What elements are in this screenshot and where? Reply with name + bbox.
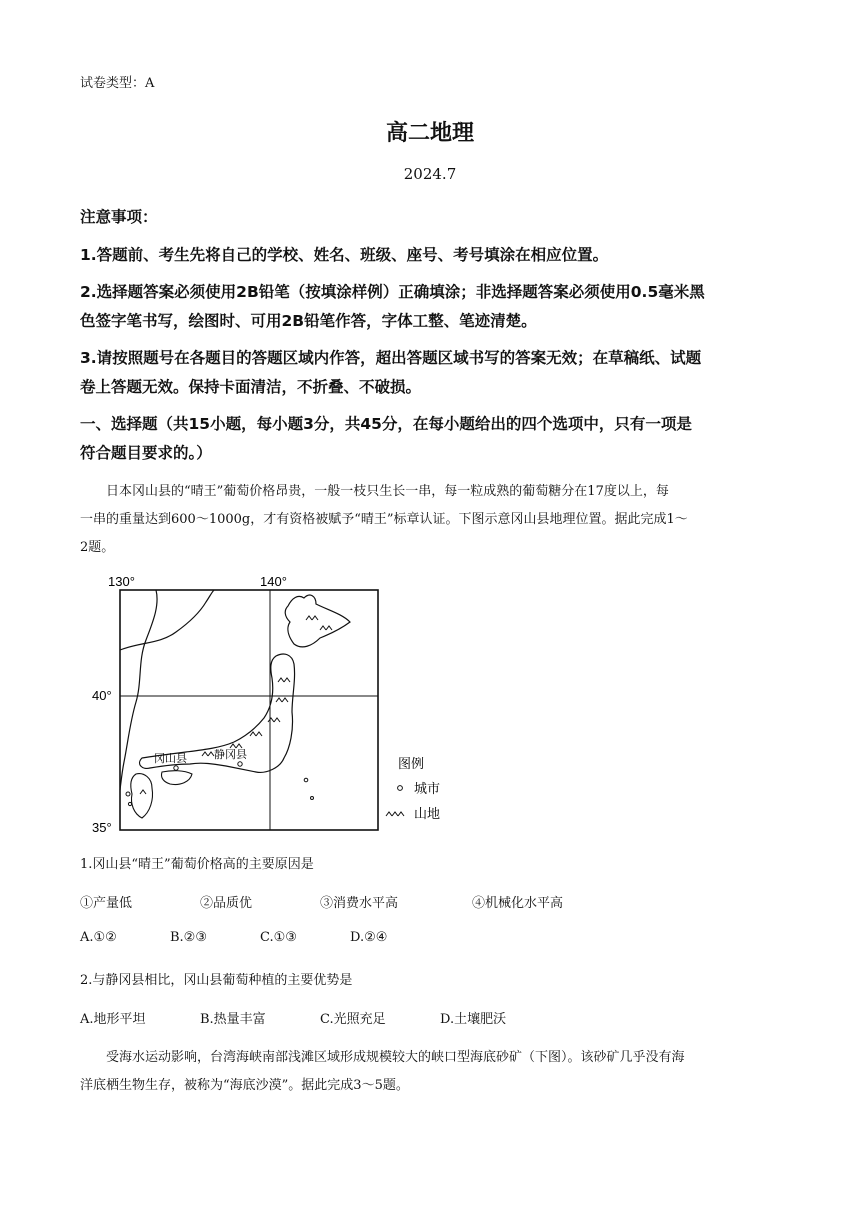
q1-option-d: D.②④ <box>350 930 388 945</box>
notice-item-2-line-2: 色签字笔书写，绘图时、可用2B铅笔作答，字体工整、笔迹清楚。 <box>80 312 537 330</box>
q1-statement-3: ③消费水平高 <box>320 896 399 911</box>
passage-1-line-2: 一串的重量达到600～1000g，才有资格被赋予“晴王”标章认证。下图示意冈山县地理位置。据此完成1～ <box>80 512 688 527</box>
lon-140-label: 140° <box>260 574 287 589</box>
notice-heading: 注意事项： <box>80 208 158 226</box>
mountain-mark <box>202 752 214 756</box>
section-heading-line-2: 符合题目要求的。） <box>80 444 212 462</box>
island-2 <box>128 802 131 805</box>
q2-option-b: B.热量丰富 <box>200 1012 266 1027</box>
passage-2-line-2: 洋底栖生物生存，被称为“海底沙漠”。据此完成3～5题。 <box>80 1078 409 1093</box>
city-okayama <box>174 766 178 770</box>
lon-130-label: 130° <box>108 574 135 589</box>
q1-option-c: C.①③ <box>260 930 297 945</box>
asia-coast-north <box>120 590 214 650</box>
page-title: 高二地理 <box>385 121 474 146</box>
q2-option-d: D.土壤肥沃 <box>440 1012 507 1027</box>
okayama-label: 冈山县 <box>154 752 187 765</box>
mountain-mark <box>278 678 290 682</box>
legend-city-symbol <box>398 786 403 791</box>
lat-35-label: 35° <box>92 820 112 835</box>
city-shizuoka <box>238 762 242 766</box>
q1-option-b: B.②③ <box>170 930 207 945</box>
legend-title: 图例 <box>398 757 425 772</box>
q1-statement-4: ④机械化水平高 <box>472 896 564 911</box>
island-3 <box>304 778 308 782</box>
paper-type: 试卷类型：A <box>80 76 155 91</box>
question-1-stem: 1.冈山县“晴王”葡萄价格高的主要原因是 <box>80 857 314 872</box>
shizuoka-label: 静冈县 <box>214 748 247 761</box>
q1-option-a: A.①② <box>80 930 117 945</box>
q1-statement-1: ①产量低 <box>80 896 133 911</box>
kyushu-outline <box>131 774 153 818</box>
q2-option-c: C.光照充足 <box>320 1012 386 1027</box>
notice-item-2-line-1: 2.选择题答案必须使用2B铅笔（按填涂样例）正确填涂；非选择题答案必须使用0.5毫米黑 <box>80 283 705 301</box>
passage-1-line-3: 2题。 <box>80 540 115 555</box>
q2-option-a: A.地形平坦 <box>80 1012 146 1027</box>
mountain-mark <box>250 732 262 736</box>
shikoku-outline <box>161 771 192 785</box>
asia-coast-korea <box>120 590 157 790</box>
legend-mountain-symbol <box>386 812 404 816</box>
passage-2-line-1: 受海水运动影响，台湾海峡南部浅滩区域形成规模较大的峡口型海底砂矿（下图）。该砂矿几乎没有海 <box>106 1050 685 1065</box>
notice-item-3-line-2: 卷上答题无效。保持卡面清洁，不折叠、不破损。 <box>80 378 422 396</box>
island-4 <box>311 797 314 800</box>
question-2-stem: 2.与静冈县相比，冈山县葡萄种植的主要优势是 <box>80 973 353 988</box>
map-frame <box>120 590 378 830</box>
mountain-mark <box>276 698 288 702</box>
hokkaido-outline <box>285 595 350 647</box>
section-heading-line-1: 一、选择题（共15小题，每小题3分，共45分，在每小题给出的四个选项中，只有一项是 <box>80 415 692 433</box>
exam-date: 2024.7 <box>403 165 457 183</box>
lat-40-label: 40° <box>92 688 112 703</box>
okayama-location-map <box>80 572 460 836</box>
passage-1-line-1: 日本冈山县的“晴王”葡萄价格昂贵，一般一枝只生长一串，每一粒成熟的葡萄糖分在17度以上，每 <box>106 484 669 499</box>
island-1 <box>126 792 130 796</box>
mountain-mark <box>320 626 332 630</box>
mountain-mark <box>140 790 146 794</box>
mountain-symbols <box>140 616 332 794</box>
q1-statement-2: ②品质优 <box>200 896 253 911</box>
legend-city-label: 城市 <box>414 782 441 797</box>
legend-mountain-label: 山地 <box>414 807 441 822</box>
notice-item-3-line-1: 3.请按照题号在各题目的答题区域内作答，超出答题区域书写的答案无效；在草稿纸、试题 <box>80 349 702 367</box>
notice-item-1: 1.答题前、考生先将自己的学校、姓名、班级、座号、考号填涂在相应位置。 <box>80 246 609 264</box>
mountain-mark <box>306 616 318 620</box>
